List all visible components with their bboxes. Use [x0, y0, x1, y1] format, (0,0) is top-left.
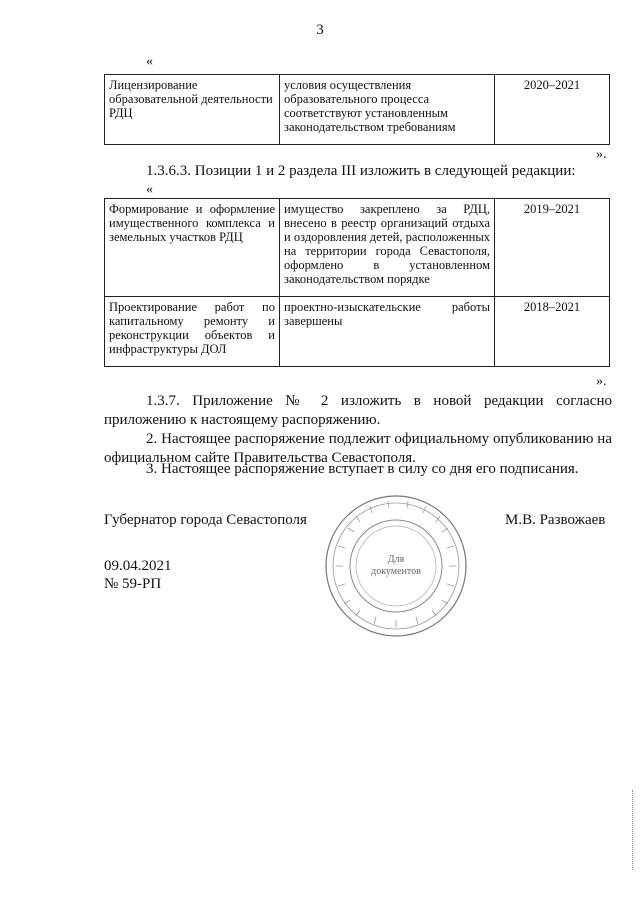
table-row: [105, 297, 610, 367]
stamp-text-line2: документов: [371, 566, 421, 577]
document-date: 09.04.2021: [104, 558, 172, 574]
close-quote: ».: [596, 147, 607, 162]
table-cell-period: 2020–2021: [495, 75, 610, 145]
close-quote: ».: [596, 374, 607, 389]
section-heading: 1.3.6.3. Позиции 1 и 2 раздела III изложить в следующей редакции:: [146, 163, 576, 179]
signatory-position: Губернатор города Севастополя: [104, 512, 307, 528]
table-cell-result: проектно-изыскательские работы завершены: [280, 297, 495, 367]
open-quote: «: [146, 54, 153, 69]
signatory-name: М.В. Развожаев: [505, 512, 606, 528]
paragraph-2: 2. Настоящее распоряжение подлежит официальному опубликованию на официальном сайте Правительства Севастополя.: [104, 431, 612, 466]
paragraph-1-3-7: 1.3.7. Приложение № 2 изложить в новой редакции согласно приложению к настоящему распоряжению.: [104, 393, 612, 428]
table-2: [104, 198, 610, 367]
stamp-text-line1: Для: [387, 554, 405, 565]
table-row: [105, 199, 610, 297]
paragraph-3: 3. Настоящее распоряжение вступает в силу со дня его подписания.: [146, 461, 579, 477]
table-1: [104, 74, 610, 145]
table-cell-result: имущество закреплено за РДЦ, внесено в реестр организаций отдыха и оздоровления детей, расположенных на территории города Севастополя, оформлено в установленном законодательством порядке: [280, 199, 495, 297]
table-cell-period: 2019–2021: [495, 199, 610, 297]
official-stamp: [318, 488, 474, 644]
open-quote: «: [146, 182, 153, 197]
table-cell-period: 2018–2021: [495, 297, 610, 367]
table-cell-name: Проектирование работ по капитальному ремонту и реконструкции объектов и инфраструктуры ДОЛ: [105, 297, 280, 367]
table-cell-name: Лицензирование образовательной деятельности РДЦ: [105, 75, 280, 145]
table-row: [105, 75, 610, 145]
page-number: 3: [316, 22, 324, 38]
stamp-seal-icon: [318, 488, 474, 644]
table-cell-result: условия осуществления образовательного процесса соответствуют установленным законодательством требованиям: [280, 75, 495, 145]
document-number: № 59-РП: [104, 576, 162, 592]
scan-edge-mark: [632, 790, 635, 870]
table-cell-name: Формирование и оформление имущественного комплекса и земельных участков РДЦ: [105, 199, 280, 297]
